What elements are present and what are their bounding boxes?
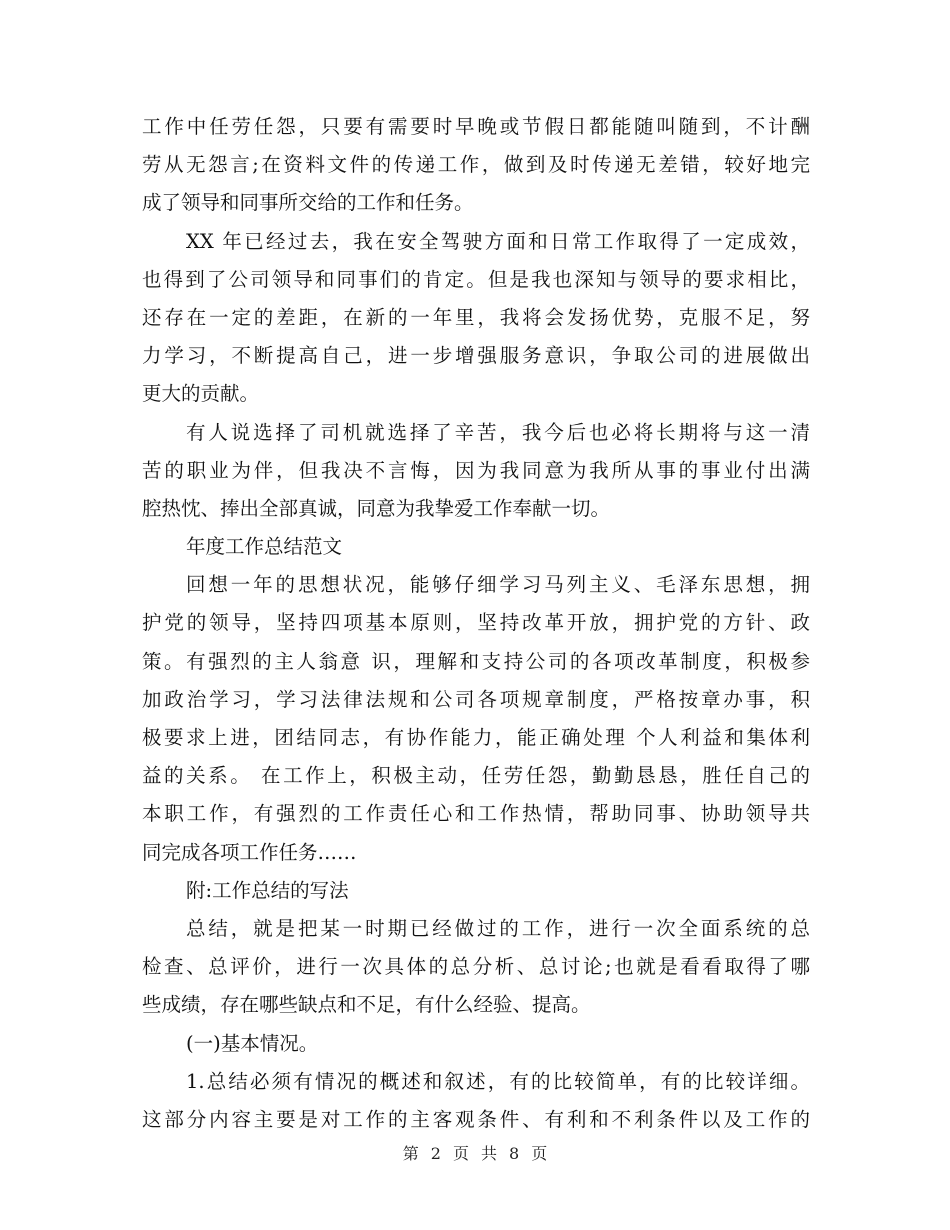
- text-line: 加政治学习，学习法律法规和公司各项规章制度，严格按章办事，积: [142, 687, 810, 711]
- text-line: 1.总结必须有情况的概述和叙述，有的比较简单，有的比较详细。: [186, 1069, 810, 1093]
- text-line: XX 年已经过去，我在安全驾驶方面和日常工作取得了一定成效，: [186, 229, 810, 253]
- footer-total-word: 共: [481, 1144, 498, 1163]
- text-line: 同完成各项工作任务……: [142, 840, 357, 864]
- document-body: [142, 108, 810, 1139]
- text-line: 更大的贡献。: [142, 382, 260, 406]
- text-line: 这部分内容主要是对工作的主客观条件、有利和不利条件以及工作的: [142, 1107, 810, 1131]
- text-line: 还存在一定的差距，在新的一年里，我将会发扬优势，克服不足，努: [142, 305, 810, 329]
- text-line: 也得到了公司领导和同事们的肯定。但是我也深知与领导的要求相比，: [142, 267, 810, 291]
- footer-current-page: 2: [430, 1144, 441, 1163]
- text-line: 些成绩，存在哪些缺点和不足，有什么经验、提高。: [142, 993, 591, 1017]
- text-line: 益的关系。 在工作上，积极主动，任劳任怨，勤勤恳恳，胜任自己的: [142, 764, 810, 788]
- page-footer: [0, 1142, 950, 1166]
- text-line: 策。有强烈的主人翁意 识，理解和支持公司的各项改革制度，积极参: [142, 649, 810, 673]
- footer-prefix: 第: [402, 1144, 419, 1163]
- text-line: 总结，就是把某一时期已经做过的工作，进行一次全面系统的总: [186, 916, 810, 940]
- text-line: 极要求上进，团结同志，有协作能力，能正确处理 个人利益和集体利: [142, 726, 810, 749]
- text-line: 苦的职业为伴，但我决不言悔，因为我同意为我所从事的事业付出满: [142, 458, 810, 482]
- footer-suffix: 页: [531, 1144, 548, 1163]
- text-line: 年度工作总结范文: [186, 535, 343, 559]
- text-line: 检查、总评价，进行一次具体的总分析、总讨论;也就是看看取得了哪: [142, 955, 810, 979]
- text-line: 工作中任劳任怨，只要有需要时早晚或节假日都能随叫随到，不计酬: [142, 115, 810, 138]
- text-line: 成了领导和同事所交给的工作和任务。: [142, 191, 474, 215]
- text-line: 腔热忱、捧出全部真诚，同意为我挚爱工作奉献一切。: [142, 496, 611, 520]
- text-line: 附:工作总结的写法: [186, 878, 349, 902]
- text-line: 本职工作，有强烈的工作责任心和工作热情，帮助同事、协助领导共: [142, 802, 810, 826]
- text-line: 劳从无怨言;在资料文件的传递工作，做到及时传递无差错，较好地完: [142, 153, 810, 177]
- footer-page-word: 页: [452, 1144, 469, 1163]
- text-line: (一)基本情况。: [186, 1031, 319, 1055]
- text-line: 有人说选择了司机就选择了辛苦，我今后也必将长期将与这一清: [186, 420, 810, 444]
- text-line: 回想一年的思想状况，能够仔细学习马列主义、毛泽东思想，拥: [186, 573, 810, 597]
- text-line: 护党的领导，坚持四项基本原则，坚持改革开放，拥护党的方针、政: [142, 611, 810, 635]
- text-line: 力学习，不断提高自己，进一步增强服务意识，争取公司的进展做出: [142, 344, 810, 368]
- footer-total-pages: 8: [509, 1144, 520, 1163]
